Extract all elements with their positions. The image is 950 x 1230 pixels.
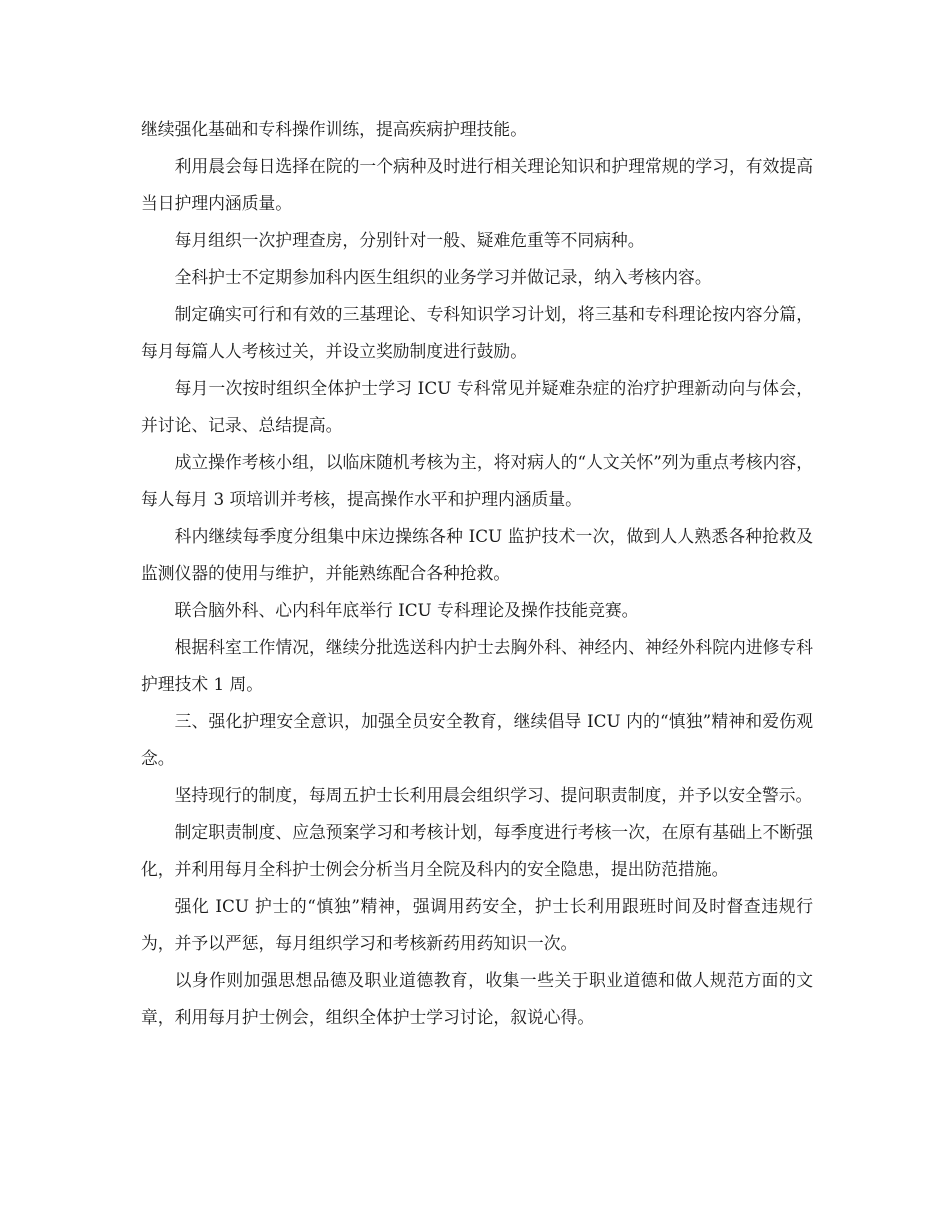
paragraph: 坚持现行的制度，每周五护士长利用晨会组织学习、提问职责制度，并予以安全警示。	[174, 785, 813, 805]
paragraph: 以身作则加强思想品德及职业道德教育，收集一些关于职业道德和做人规范方面的文章，利用每月护士例会，组织全体护士学习讨论，叙说心得。	[141, 970, 813, 1027]
section-heading-paragraph: 三、强化护理安全意识，加强全员安全教育，继续倡导 ICU 内的“慎独”精神和爱伤观念。	[141, 711, 813, 768]
paragraph: 制定职责制度、应急预案学习和考核计划，每季度进行考核一次，在原有基础上不断强化，并利用每月全科护士例会分析当月全院及科内的安全隐患，提出防范措施。	[141, 822, 813, 879]
paragraph: 全科护士不定期参加科内医生组织的业务学习并做记录，纳入考核内容。	[174, 267, 712, 287]
paragraph: 科内继续每季度分组集中床边操练各种 ICU 监护技术一次，做到人人熟悉各种抢救及监测仪器的使用与维护，并能熟练配合各种抢救。	[141, 526, 813, 583]
paragraph: 继续强化基础和专科操作训练，提高疾病护理技能。	[141, 119, 527, 139]
paragraph: 联合脑外科、心内科年底举行 ICU 专科理论及操作技能竞赛。	[174, 600, 639, 620]
paragraph: 每月一次按时组织全体护士学习 ICU 专科常见并疑难杂症的治疗护理新动向与体会，并讨论、记录、总结提高。	[141, 378, 813, 435]
paragraph: 强化 ICU 护士的“慎独”精神，强调用药安全，护士长利用跟班时间及时督查违规行为，并予以严惩，每月组织学习和考核新药用药知识一次。	[141, 896, 813, 953]
paragraph: 每月组织一次护理查房，分别针对一般、疑难危重等不同病种。	[174, 230, 645, 250]
paragraph: 制定确实可行和有效的三基理论、专科知识学习计划，将三基和专科理论按内容分篇，每月每篇人人考核过关，并设立奖励制度进行鼓励。	[141, 304, 813, 361]
paragraph: 利用晨会每日选择在院的一个病种及时进行相关理论知识和护理常规的学习，有效提高当日护理内涵质量。	[141, 156, 813, 213]
paragraph: 根据科室工作情况，继续分批选送科内护士去胸外科、神经内、神经外科院内进修专科护理技术 1 周。	[141, 637, 813, 694]
paragraph: 成立操作考核小组，以临床随机考核为主，将对病人的“人文关怀”列为重点考核内容，每人每月 3 项培训并考核，提高操作水平和护理内涵质量。	[141, 452, 813, 509]
document-body	[141, 111, 813, 1036]
